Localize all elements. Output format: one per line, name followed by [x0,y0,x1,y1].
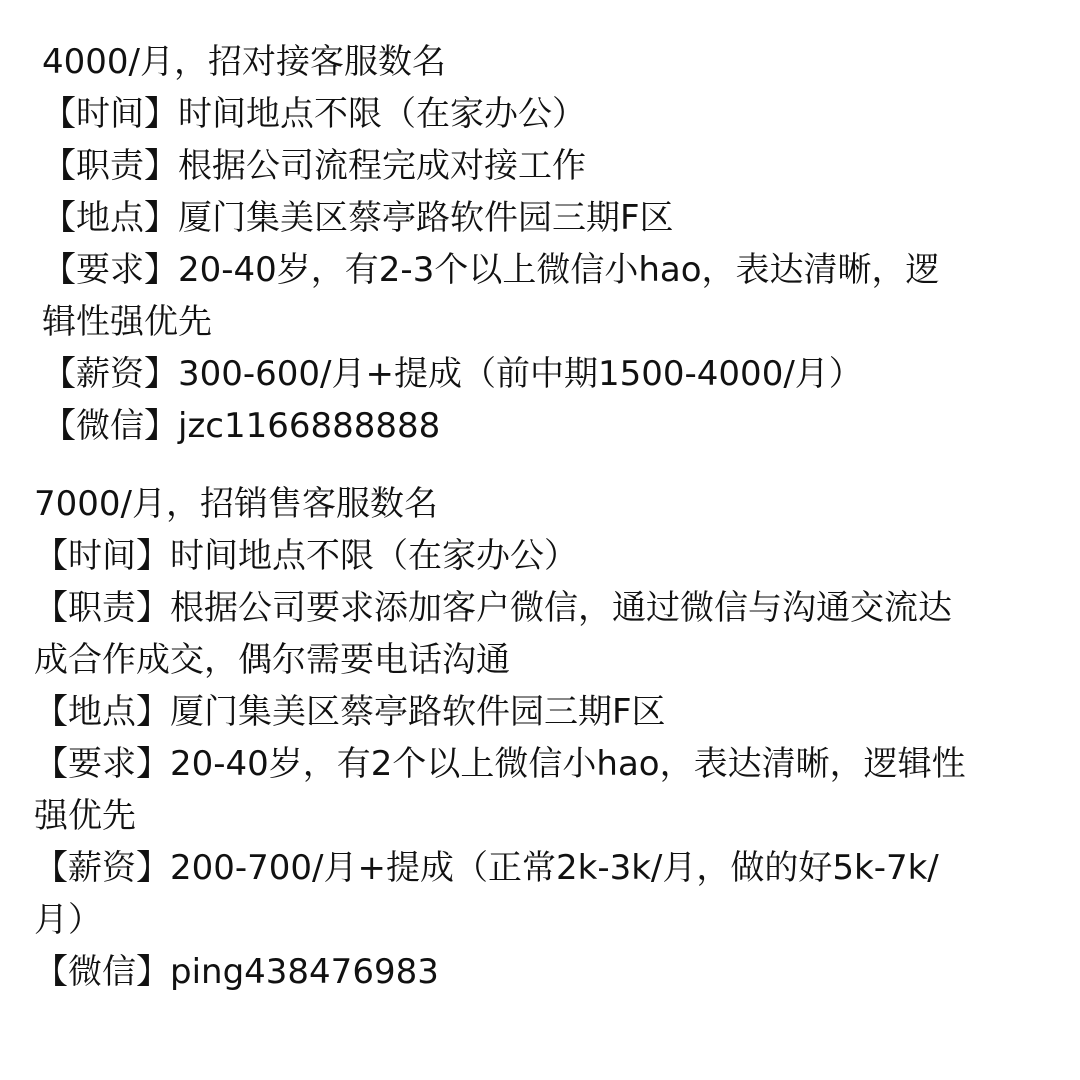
post-2-wechat-label: 【微信】 [34,952,170,992]
post-2-salary-label: 【薪资】 [34,848,170,888]
post-1-requirement-line [42,244,940,296]
post-2-salary-value: 200-700/月+提成（正常2k-3k/月，做的好5k-7k/ [170,848,939,888]
post-2-salary-line [34,842,939,894]
post-2-place-value: 厦门集美区蔡亭路软件园三期F区 [170,692,666,732]
post-2-salary-continuation: 月） [34,900,102,940]
post-2-duty-line [34,582,952,634]
post-1-wechat-id: jzc1166888888 [178,406,441,446]
post-2-wechat-id: ping438476983 [170,952,439,992]
post-1-duty-line [42,140,586,192]
post-1-wechat-line [42,400,440,452]
post-2-time-line [34,530,578,582]
post-2-place-line [34,686,666,738]
post-1-wechat-label: 【微信】 [42,406,178,446]
post-1-place-label: 【地点】 [42,198,178,238]
post-2-duty-continuation: 成合作成交，偶尔需要电话沟通 [34,640,510,680]
post-1-headline: 4000/月，招对接客服数名 [42,42,446,82]
post-2-requirement-label: 【要求】 [34,744,170,784]
post-2-time-label: 【时间】 [34,536,170,576]
post-1-time-value: 时间地点不限（在家办公） [178,94,586,134]
post-1-requirement-value: 20-40岁，有2-3个以上微信小hao，表达清晰，逻 [178,250,940,290]
post-2-headline: 7000/月，招销售客服数名 [34,484,438,524]
post-1-time-label: 【时间】 [42,94,178,134]
post-1-time-line [42,88,586,140]
post-1-salary-line [42,348,863,400]
post-2-requirement-line [34,738,966,790]
post-2-wechat-line [34,946,439,998]
post-1-place-line [42,192,674,244]
post-1-salary-label: 【薪资】 [42,354,178,394]
post-2-time-value: 时间地点不限（在家办公） [170,536,578,576]
post-2-duty-label: 【职责】 [34,588,170,628]
post-1-requirement-label: 【要求】 [42,250,178,290]
post-1-duty-value: 根据公司流程完成对接工作 [178,146,586,186]
post-1-duty-label: 【职责】 [42,146,178,186]
post-1-requirement-continuation: 辑性强优先 [42,302,212,342]
post-2-requirement-value: 20-40岁，有2个以上微信小hao，表达清晰，逻辑性 [170,744,966,784]
post-2-place-label: 【地点】 [34,692,170,732]
post-2-requirement-continuation: 强优先 [34,796,136,836]
post-1-place-value: 厦门集美区蔡亭路软件园三期F区 [178,198,674,238]
post-1-salary-value: 300-600/月+提成（前中期1500-4000/月） [178,354,863,394]
post-2-duty-value: 根据公司要求添加客户微信，通过微信与沟通交流达 [170,588,952,628]
